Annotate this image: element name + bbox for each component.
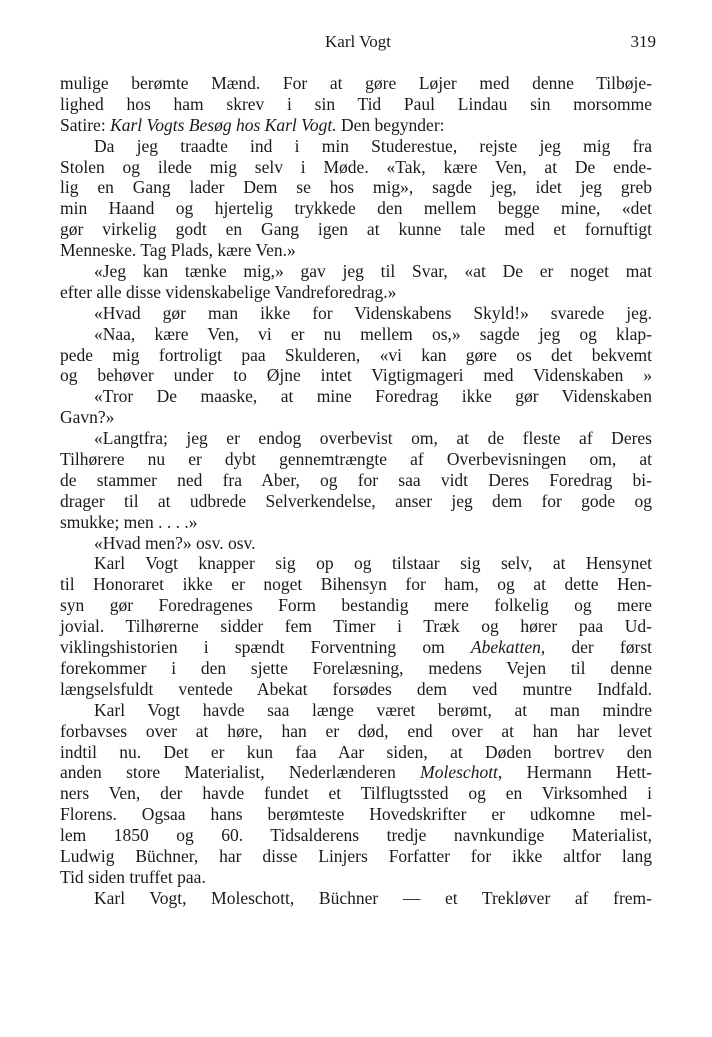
text-line: Tid siden truffet paa. (60, 866, 206, 887)
text-run: der først (545, 637, 652, 658)
text-line: «Naa, kære Ven, vi er nu mellem os,» sagde jeg og klap- (94, 323, 652, 344)
italic-run: Moleschott, (420, 762, 503, 783)
text-run: jovial. Tilhørerne sidder fem Timer i Træk og hører paa Ud- (60, 616, 652, 637)
text-run: Satire: (60, 114, 111, 135)
text-line: ners Ven, der havde fundet et Tilflugtssted og en Virksomhed i (60, 783, 652, 804)
text-line: Tilhørere nu er dybt gennemtrængte af Overbevisningen om, at (60, 449, 652, 470)
text-line: længselsfuldt ventede Abekat forsødes dem ved muntre Indfald. (60, 678, 652, 699)
text-line: min Haand og hjertelig trykkede den mellem begge mine, «det (60, 198, 652, 219)
text-line: til Honoraret ikke er noget Bihensyn for ham, og at dette Hen- (60, 574, 652, 595)
text-line: syn gør Foredragenes Form bestandig mere folkelig og mere (60, 595, 652, 616)
running-title: Karl Vogt (325, 32, 391, 51)
text-line: Karl Vogt havde saa længe været berømt, at man mindre (94, 699, 652, 720)
running-head (60, 32, 656, 54)
text-line: mulige berømte Mænd. For at gøre Løjer med denne Tilbøje- (60, 73, 652, 93)
text-line: Florens. Ogsaa hans berømteste Hovedskrifter er udkomne mel- (60, 804, 652, 825)
text-line: Ludwig Büchner, har disse Linjers Forfatter for ikke altfor lang (60, 845, 652, 866)
text-line: efter alle disse videnskabelige Vandreforedrag.» (60, 281, 397, 302)
text-line (60, 637, 652, 658)
text-line: «Langtfra; jeg er endog overbevist om, at de fleste af Deres (94, 428, 652, 449)
text-line: og behøver under to Øjne intet Vigtigmageri med Videnskaben » (60, 365, 652, 386)
text-line: Stolen og ilede mig selv i Møde. «Tak, kære Ven, at De ende- (60, 156, 652, 177)
text-line (60, 762, 652, 783)
text-line: forekommer i den sjette Forelæsning, medens Vejen til denne (60, 657, 652, 678)
text-line (60, 616, 652, 637)
text-run: Den begynder: (336, 114, 445, 135)
text-line: Karl Vogt knapper sig op og tilstaar sig selv, at Hensynet (94, 553, 652, 574)
italic-run: Karl Vogts Besøg hos Karl Vogt. (110, 114, 337, 135)
text-line (60, 115, 652, 136)
text-line: gør virkelig godt en Gang igen at kunne tale med et fornuftigt (60, 219, 652, 240)
text-line: Gavn?» (60, 407, 115, 428)
text-line: lem 1850 og 60. Tidsalderens tredje navnkundige Materialist, (60, 825, 652, 846)
body-text (60, 73, 652, 909)
text-line: «Tror De maaske, at mine Foredrag ikke gør Videnskaben (94, 386, 652, 407)
text-run: anden store Materialist, Nederlænderen (60, 762, 421, 783)
text-line: «Jeg kan tænke mig,» gav jeg til Svar, «at De er noget mat (94, 261, 652, 282)
text-line: forbavses over at høre, han er død, end over at han har levet (60, 720, 652, 741)
text-line: «Hvad gør man ikke for Videnskabens Skyld!» svarede jeg. (94, 302, 652, 323)
text-line: «Hvad men?» osv. osv. (94, 532, 256, 553)
text-line: pede mig fortroligt paa Skulderen, «vi kan gøre os det bekvemt (60, 344, 652, 365)
text-line: indtil nu. Det er kun faa Aar siden, at Døden bortrev den (60, 741, 652, 762)
text-line: lighed hos ham skrev i sin Tid Paul Lindau sin morsomme (60, 93, 652, 114)
text-line: Karl Vogt, Moleschott, Büchner — et Trekløver af frem- (94, 887, 652, 908)
text-run: Hermann Hett- (502, 762, 652, 783)
italic-run: Abekatten, (470, 637, 546, 658)
text-line: Menneske. Tag Plads, kære Ven.» (60, 240, 296, 261)
text-run: viklingshistorien i spændt Forventning om (60, 637, 471, 658)
text-line: Da jeg traadte ind i min Studerestue, rejste jeg mig fra (94, 135, 652, 156)
text-line: smukke; men . . . .» (60, 511, 198, 532)
text-line: drager til at udbrede Selverkendelse, anser jeg dem for gode og (60, 490, 652, 511)
text-line: lig en Gang lader Dem se hos mig», sagde jeg, idet jeg greb (60, 177, 652, 198)
text-line: de stammer ned fra Aber, og for saa vidt Deres Foredrag bi- (60, 469, 652, 490)
page-number: 319 (630, 32, 656, 51)
